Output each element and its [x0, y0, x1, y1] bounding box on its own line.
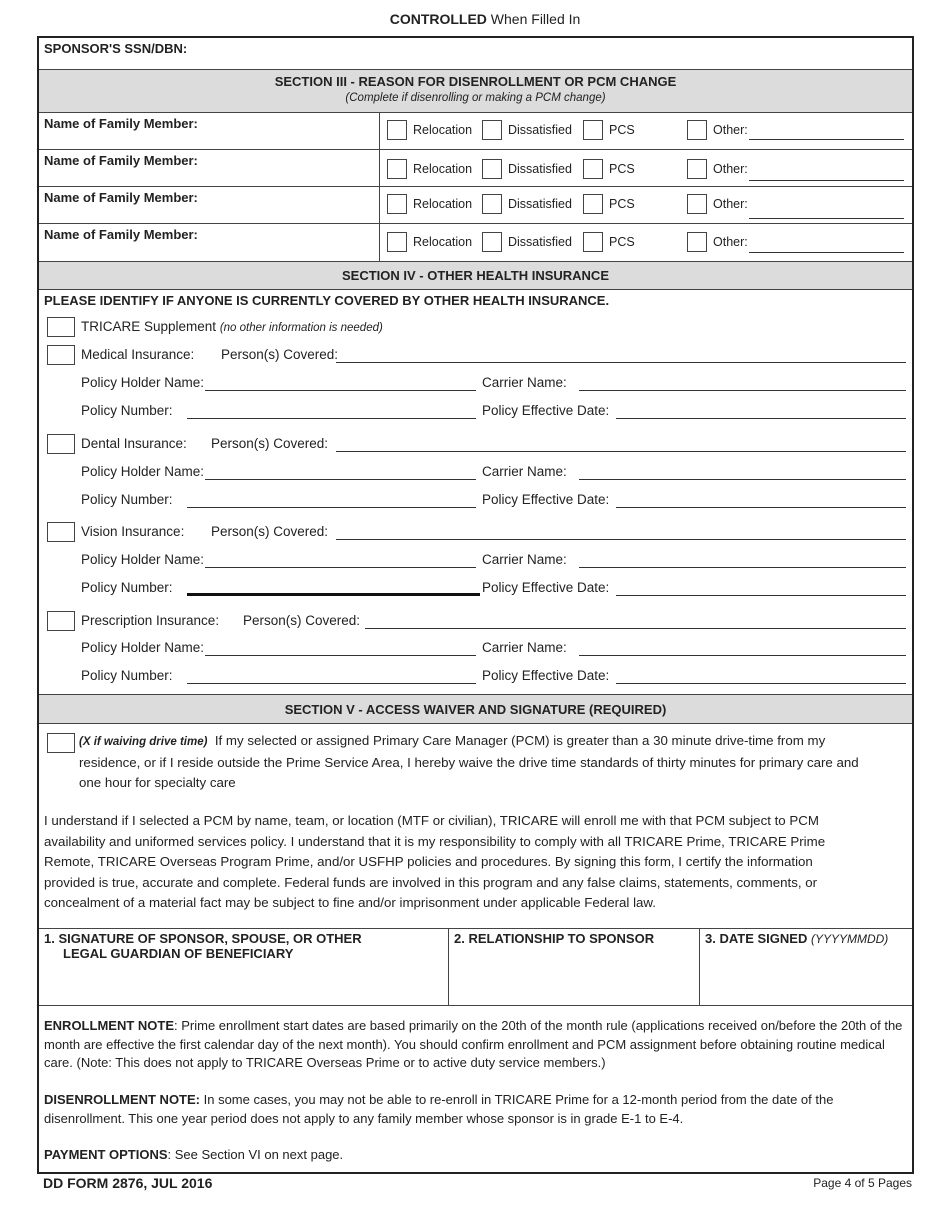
- prescription-effective-date-input[interactable]: [616, 683, 906, 684]
- waiver-line-3: one hour for specialty care: [79, 775, 236, 790]
- carrier-label: Carrier Name:: [482, 375, 567, 390]
- medical-insurance-checkbox[interactable]: [47, 345, 75, 365]
- medical-holder-input[interactable]: [205, 390, 476, 391]
- relocation-checkbox[interactable]: Relocation: [387, 159, 472, 179]
- vision-insurance-label: Vision Insurance:: [81, 524, 185, 539]
- vision-holder-input[interactable]: [205, 567, 476, 568]
- dental-insurance-label: Dental Insurance:: [81, 436, 187, 451]
- family-member-label: Name of Family Member:: [44, 116, 198, 131]
- carrier-label: Carrier Name:: [482, 640, 567, 655]
- section4-header: [39, 262, 912, 290]
- relocation-checkbox[interactable]: Relocation: [387, 194, 472, 214]
- prescription-persons-input[interactable]: [365, 628, 906, 629]
- understand-paragraph: I understand if I selected a PCM by name, team, or location (MTF or civilian), TRICARE will enroll me with that PCM subject to PCM availability and uniformed services policy. I understand that it is my responsibility to comply with all TRICARE Prime, TRICARE Prime Remote, TRICARE Overseas Program Prime, and/or USFHP policies and procedures. By signing this form, I certify the information provided is true, accurate and complete. Federal funds are involved in this program and any false claims, statements, comments, or concealment of a material fact may be subject to fine and/or imprisonment under applicable Federal law.: [44, 813, 826, 910]
- dental-carrier-input[interactable]: [579, 479, 906, 480]
- section3-header: [39, 70, 912, 113]
- pcs-checkbox[interactable]: PCS: [583, 120, 635, 140]
- section3-title: SECTION III - REASON FOR DISENROLLMENT OR PCM CHANGE: [274, 74, 677, 89]
- dental-policy-number-input[interactable]: [187, 507, 476, 508]
- dissatisfied-checkbox[interactable]: Dissatisfied: [482, 159, 572, 179]
- family-member-label: Name of Family Member:: [44, 153, 198, 168]
- family-member-label: Name of Family Member:: [44, 227, 198, 242]
- other-input[interactable]: [749, 180, 904, 181]
- dental-persons-input[interactable]: [336, 451, 906, 452]
- policy-holder-label: Policy Holder Name:: [81, 464, 205, 479]
- effective-date-label: Policy Effective Date:: [482, 668, 610, 683]
- enrollment-note: ENROLLMENT NOTE: Prime enrollment start dates are based primarily on the 20th of the month rule (applications received on/before the 20th of the month are effective the first calendar day of the next month). You should confirm enrollment and PCM assignment before obtaining routine medical care. (Note: This does not apply to TRICARE Overseas Prime or to active duty service members.): [44, 1018, 903, 1070]
- medical-policy-number-input[interactable]: [187, 418, 476, 419]
- dental-insurance-checkbox[interactable]: [47, 434, 75, 454]
- other-checkbox[interactable]: Other:: [687, 120, 748, 140]
- persons-covered-label: Person(s) Covered:: [221, 347, 339, 362]
- vision-insurance-checkbox[interactable]: [47, 522, 75, 542]
- vision-effective-date-input[interactable]: [616, 595, 906, 596]
- controlled-banner: [0, 11, 950, 27]
- tricare-supplement-label: TRICARE Supplement (no other information is needed): [81, 319, 383, 334]
- effective-date-label: Policy Effective Date:: [482, 580, 610, 595]
- waiver-line-1: (X if waiving drive time) If my selected or assigned Primary Care Manager (PCM) is greater than a 30 minute drive-time from my: [79, 733, 826, 748]
- relationship-field[interactable]: 2. RELATIONSHIP TO SPONSOR: [449, 929, 700, 1005]
- vision-policy-number-input[interactable]: [187, 593, 480, 596]
- prescription-insurance-checkbox[interactable]: [47, 611, 75, 631]
- medical-carrier-input[interactable]: [579, 390, 906, 391]
- policy-number-label: Policy Number:: [81, 580, 173, 595]
- carrier-label: Carrier Name:: [482, 552, 567, 567]
- payment-options-note: PAYMENT OPTIONS: See Section VI on next page.: [44, 1147, 344, 1162]
- section4-title: SECTION IV - OTHER HEALTH INSURANCE: [342, 268, 609, 283]
- policy-number-label: Policy Number:: [81, 492, 173, 507]
- policy-holder-label: Policy Holder Name:: [81, 375, 205, 390]
- sponsor-ssn-field[interactable]: [39, 38, 912, 70]
- dissatisfied-checkbox[interactable]: Dissatisfied: [482, 194, 572, 214]
- date-signed-field[interactable]: 3. DATE SIGNED (YYYYMMDD): [705, 931, 889, 946]
- persons-covered-label: Person(s) Covered:: [211, 524, 329, 539]
- prescription-policy-number-input[interactable]: [187, 683, 476, 684]
- form-page: [37, 36, 914, 1174]
- medical-effective-date-input[interactable]: [616, 418, 906, 419]
- dissatisfied-checkbox[interactable]: Dissatisfied: [482, 232, 572, 252]
- waiver-text: [79, 731, 909, 794]
- section5-header: [39, 694, 912, 724]
- drive-time-waiver-checkbox[interactable]: [47, 733, 75, 753]
- family-member-row: [39, 113, 912, 150]
- family-member-label: Name of Family Member:: [44, 190, 198, 205]
- signature-row: [39, 928, 912, 1006]
- other-input[interactable]: [749, 252, 904, 253]
- family-member-row: [39, 150, 912, 187]
- other-input[interactable]: [749, 218, 904, 219]
- other-input[interactable]: [749, 139, 904, 140]
- persons-covered-label: Person(s) Covered:: [243, 613, 361, 628]
- prescription-insurance-label: Prescription Insurance:: [81, 613, 220, 628]
- relocation-checkbox[interactable]: Relocation: [387, 120, 472, 140]
- medical-insurance-label: Medical Insurance:: [81, 347, 195, 362]
- dental-holder-input[interactable]: [205, 479, 476, 480]
- relocation-checkbox[interactable]: Relocation: [387, 232, 472, 252]
- pcs-checkbox[interactable]: PCS: [583, 159, 635, 179]
- section5-title: SECTION V - ACCESS WAIVER AND SIGNATURE (REQUIRED): [284, 702, 667, 717]
- section4-prompt: PLEASE IDENTIFY IF ANYONE IS CURRENTLY COVERED BY OTHER HEALTH INSURANCE.: [44, 293, 610, 308]
- other-checkbox[interactable]: Other:: [687, 194, 748, 214]
- form-id: DD FORM 2876, JUL 2016: [43, 1175, 213, 1191]
- dental-effective-date-input[interactable]: [616, 507, 906, 508]
- banner-rest: When Filled In: [486, 11, 581, 27]
- pcs-checkbox[interactable]: PCS: [583, 194, 635, 214]
- medical-persons-input[interactable]: [336, 362, 906, 363]
- carrier-label: Carrier Name:: [482, 464, 567, 479]
- section3-subtitle: (Complete if disenrolling or making a PCM change): [345, 92, 606, 104]
- policy-number-label: Policy Number:: [81, 668, 173, 683]
- tricare-supplement-checkbox[interactable]: [47, 317, 75, 337]
- vision-persons-input[interactable]: [336, 539, 906, 540]
- policy-number-label: Policy Number:: [81, 403, 173, 418]
- signature-field[interactable]: 1. SIGNATURE OF SPONSOR, SPOUSE, OR OTHER LEGAL GUARDIAN OF BENEFICIARY: [39, 929, 449, 1005]
- other-checkbox[interactable]: Other:: [687, 159, 748, 179]
- page-number: Page 4 of 5 Pages: [813, 1176, 912, 1190]
- effective-date-label: Policy Effective Date:: [482, 492, 610, 507]
- family-member-row: [39, 187, 912, 224]
- waiver-line-2: residence, or if I reside outside the Prime Service Area, I hereby waive the drive time standards of thirty minutes for primary care and: [79, 754, 859, 770]
- vision-carrier-input[interactable]: [579, 567, 906, 568]
- persons-covered-label: Person(s) Covered:: [211, 436, 329, 451]
- policy-holder-label: Policy Holder Name:: [81, 552, 205, 567]
- prescription-holder-input[interactable]: [205, 655, 476, 656]
- sponsor-ssn-label: SPONSOR'S SSN/DBN:: [44, 41, 188, 56]
- family-member-row: [39, 224, 912, 262]
- prescription-carrier-input[interactable]: [579, 655, 906, 656]
- banner-bold: CONTROLLED: [389, 11, 487, 27]
- dissatisfied-checkbox[interactable]: Dissatisfied: [482, 120, 572, 140]
- disenrollment-note: DISENROLLMENT NOTE: In some cases, you may not be able to re-enroll in TRICARE Prime for a 12-month period from the date of the disenrollment. This one year period does not apply to any family member whose sponsor is in grade E-1 to E-4.: [44, 1092, 834, 1126]
- policy-holder-label: Policy Holder Name:: [81, 640, 205, 655]
- pcs-checkbox[interactable]: PCS: [583, 232, 635, 252]
- effective-date-label: Policy Effective Date:: [482, 403, 610, 418]
- other-checkbox[interactable]: Other:: [687, 232, 748, 252]
